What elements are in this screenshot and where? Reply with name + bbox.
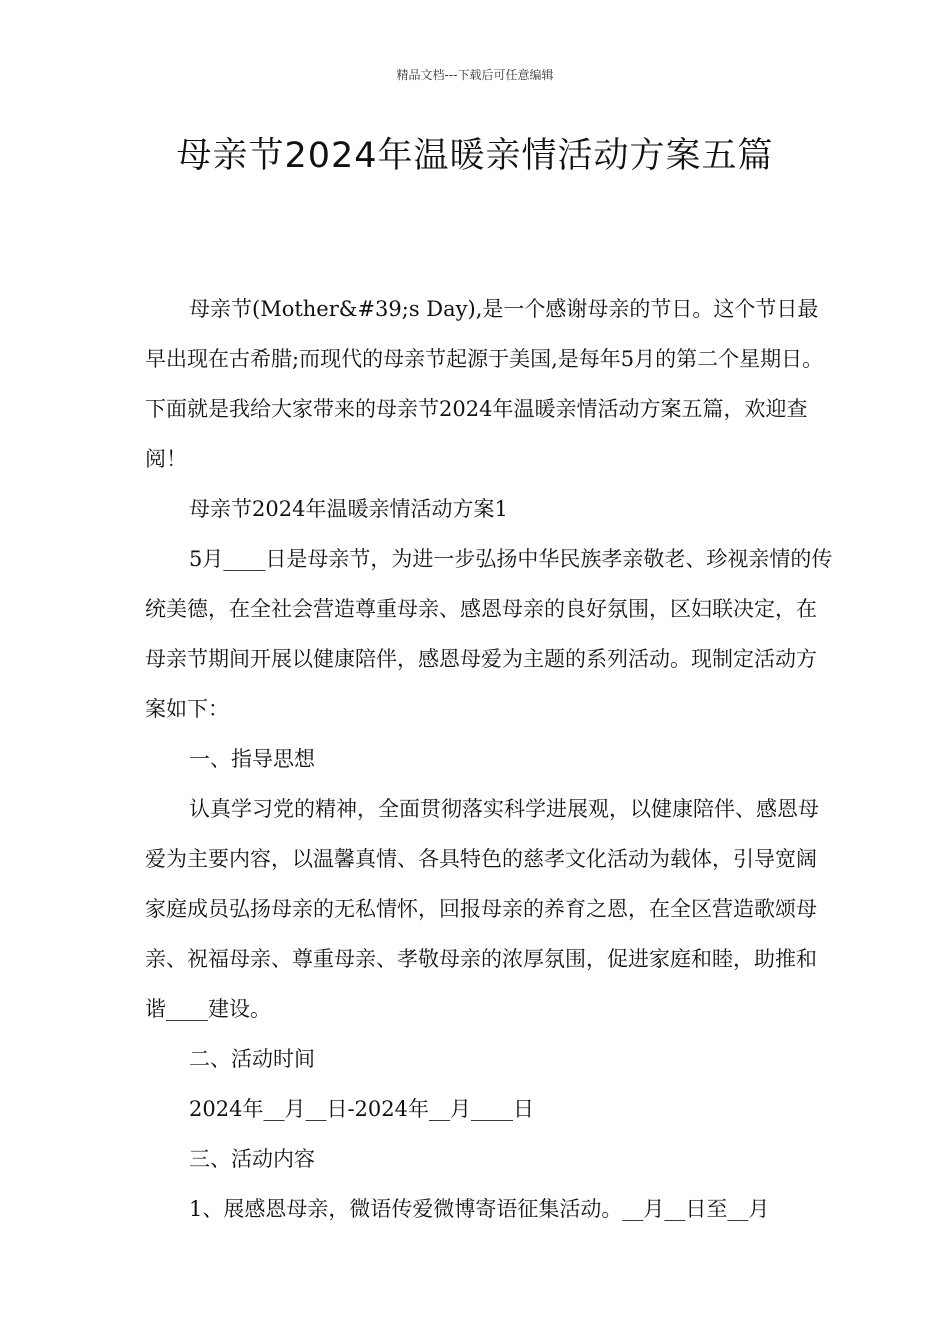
- document-body: [145, 284, 835, 1234]
- intro-paragraph: 母亲节(Mother&#39;s Day),是一个感谢母亲的节日。这个节日最早出现在古希腊;而现代的母亲节起源于美国,是每年5月的第二个星期日。下面就是我给大家带来的母亲节2024年温暖亲情活动方案五篇，欢迎查阅！: [145, 297, 824, 471]
- heading-activity-time: 二、活动时间: [189, 1047, 315, 1071]
- heading-guiding-ideology: 一、指导思想: [189, 747, 315, 771]
- section-heading-plan-1: 母亲节2024年温暖亲情活动方案1: [189, 497, 508, 521]
- document-title: 母亲节2024年温暖亲情活动方案五篇: [176, 136, 774, 176]
- heading-activity-content: 三、活动内容: [189, 1147, 315, 1171]
- activity-time-text: 2024年__月__日-2024年__月____日: [189, 1097, 534, 1121]
- header-note: 精品文档---下载后可任意编辑: [396, 68, 554, 82]
- plan-1-intro-paragraph: 5月____日是母亲节，为进一步弘扬中华民族孝亲敬老、珍视亲情的传统美德，在全社会营造尊重母亲、感恩母亲的良好氛围，区妇联决定，在母亲节期间开展以健康陪伴，感恩母爱为主题的系列活动。现制定活动方案如下：: [145, 547, 833, 721]
- activity-content-item-1: 1、展感恩母亲，微语传爱微博寄语征集活动。__月__日至__月: [189, 1197, 770, 1221]
- guiding-ideology-paragraph: 认真学习党的精神，全面贯彻落实科学进展观，以健康陪伴、感恩母爱为主要内容，以温馨真情、各具特色的慈孝文化活动为载体，引导宽阔家庭成员弘扬母亲的无私情怀，回报母亲的养育之恩，在全区营造歌颂母亲、祝福母亲、尊重母亲、孝敬母亲的浓厚氛围，促进家庭和睦，助推和谐____建设。: [145, 797, 819, 1021]
